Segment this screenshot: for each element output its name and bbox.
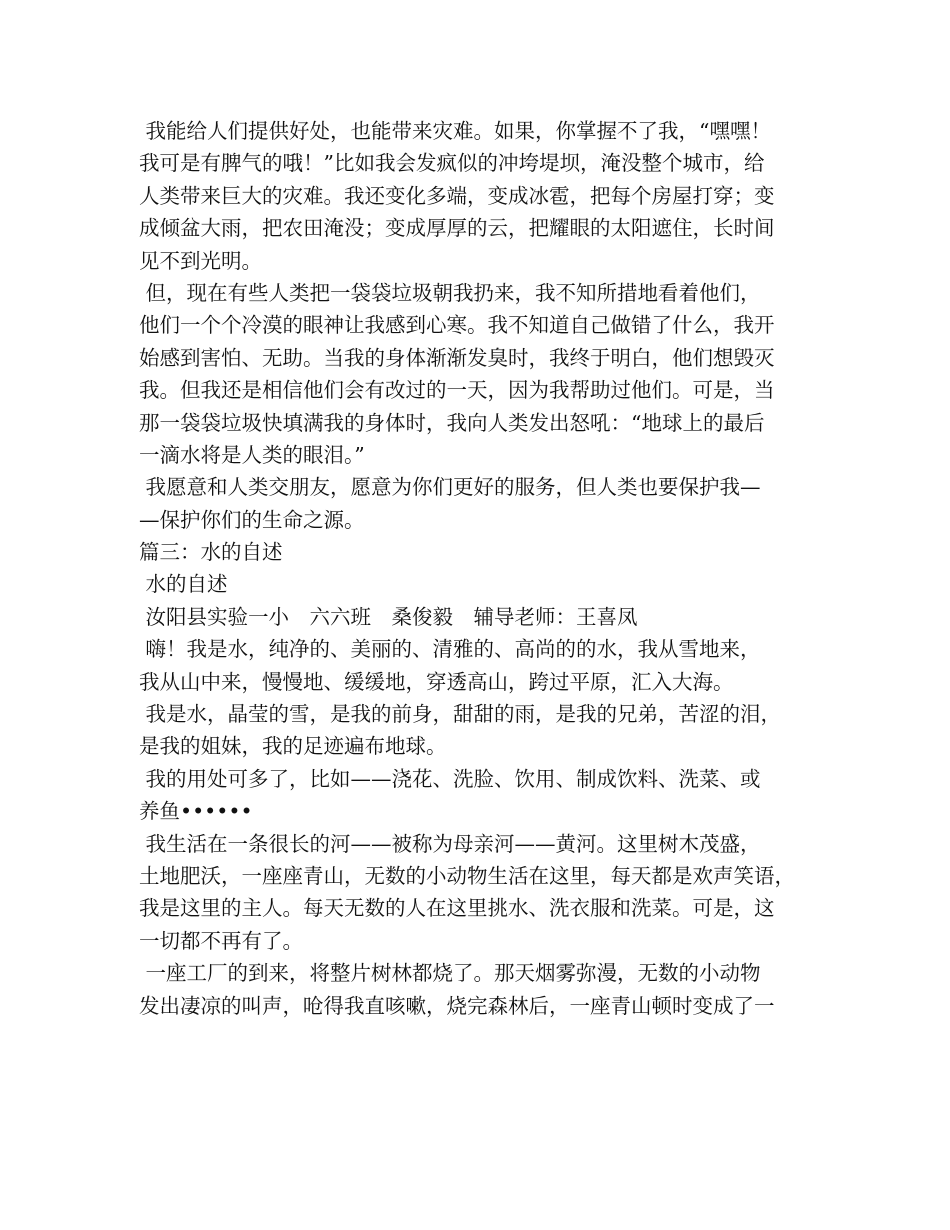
- text-line: 一切都不再有了。: [139, 928, 303, 953]
- text-line: 成倾盆大雨，把农田淹没；变成厚厚的云，把耀眼的太阳遮住，长时间: [139, 216, 775, 241]
- text-line: 是我的姐妹，我的足迹遍布地球。: [139, 734, 447, 759]
- document-body: [139, 115, 829, 1022]
- text-line: 他们一个个冷漠的眼神让我感到心寒。我不知道自己做错了什么，我开: [139, 313, 775, 338]
- text-line: 我愿意和人类交朋友，愿意为你们更好的服务，但人类也要保护我—: [139, 475, 761, 500]
- text-line: 一滴水将是人类的眼泪。”: [139, 442, 365, 467]
- text-line: 我的用处可多了，比如——浇花、洗脸、饮用、制成饮料、洗菜、或: [139, 766, 761, 791]
- text-line: 但，现在有些人类把一袋袋垃圾朝我扔来，我不知所措地看着他们，: [139, 280, 761, 305]
- text-line: 那一袋袋垃圾快填满我的身体时，我向人类发出怒吼：“地球上的最后: [139, 410, 765, 435]
- text-line: 一座工厂的到来，将整片树林都烧了。那天烟雾弥漫，无数的小动物: [139, 961, 761, 986]
- text-line: 发出凄凉的叫声，呛得我直咳嗽，烧完森林后，一座青山顿时变成了一: [139, 993, 775, 1018]
- text-line: 我可是有脾气的哦！”比如我会发疯似的冲垮堤坝，淹没整个城市，给: [139, 151, 765, 176]
- text-line: —保护你们的生命之源。: [139, 507, 365, 532]
- text-line: 我是水，晶莹的雪，是我的前身，甜甜的雨，是我的兄弟，苦涩的泪，: [139, 702, 782, 727]
- text-line: 养鱼••••••: [139, 799, 253, 824]
- text-line: 我生活在一条很长的河——被称为母亲河——黄河。这里树木茂盛，: [139, 831, 761, 856]
- text-line: 人类带来巨大的灾难。我还变化多端，变成冰雹，把每个房屋打穿；变: [139, 183, 775, 208]
- text-line: 嗨！我是水，纯净的、美丽的、清雅的、高尚的的水，我从雪地来，: [139, 637, 761, 662]
- text-line: 土地肥沃，一座座青山，无数的小动物生活在这里，每天都是欢声笑语，: [139, 863, 795, 888]
- text-line: 见不到光明。: [139, 248, 262, 273]
- text-line: 我。但我还是相信他们会有改过的一天，因为我帮助过他们。可是，当: [139, 378, 775, 403]
- text-line: 我从山中来，慢慢地、缓缓地，穿透高山，跨过平原，汇入大海。: [139, 669, 734, 694]
- author-line: 汝阳县实验一小 六六班 桑俊毅 辅导老师：王喜凤: [139, 604, 638, 629]
- article-title: 水的自述: [139, 572, 228, 597]
- section-heading: 篇三：水的自述: [139, 540, 283, 565]
- text-line: 我是这里的主人。每天无数的人在这里挑水、洗衣服和洗菜。可是，这: [139, 896, 775, 921]
- text-line: 我能给人们提供好处，也能带来灾难。如果，你掌握不了我，“嘿嘿！: [139, 119, 771, 143]
- text-line: 始感到害怕、无助。当我的身体渐渐发臭时，我终于明白，他们想毁灭: [139, 345, 775, 370]
